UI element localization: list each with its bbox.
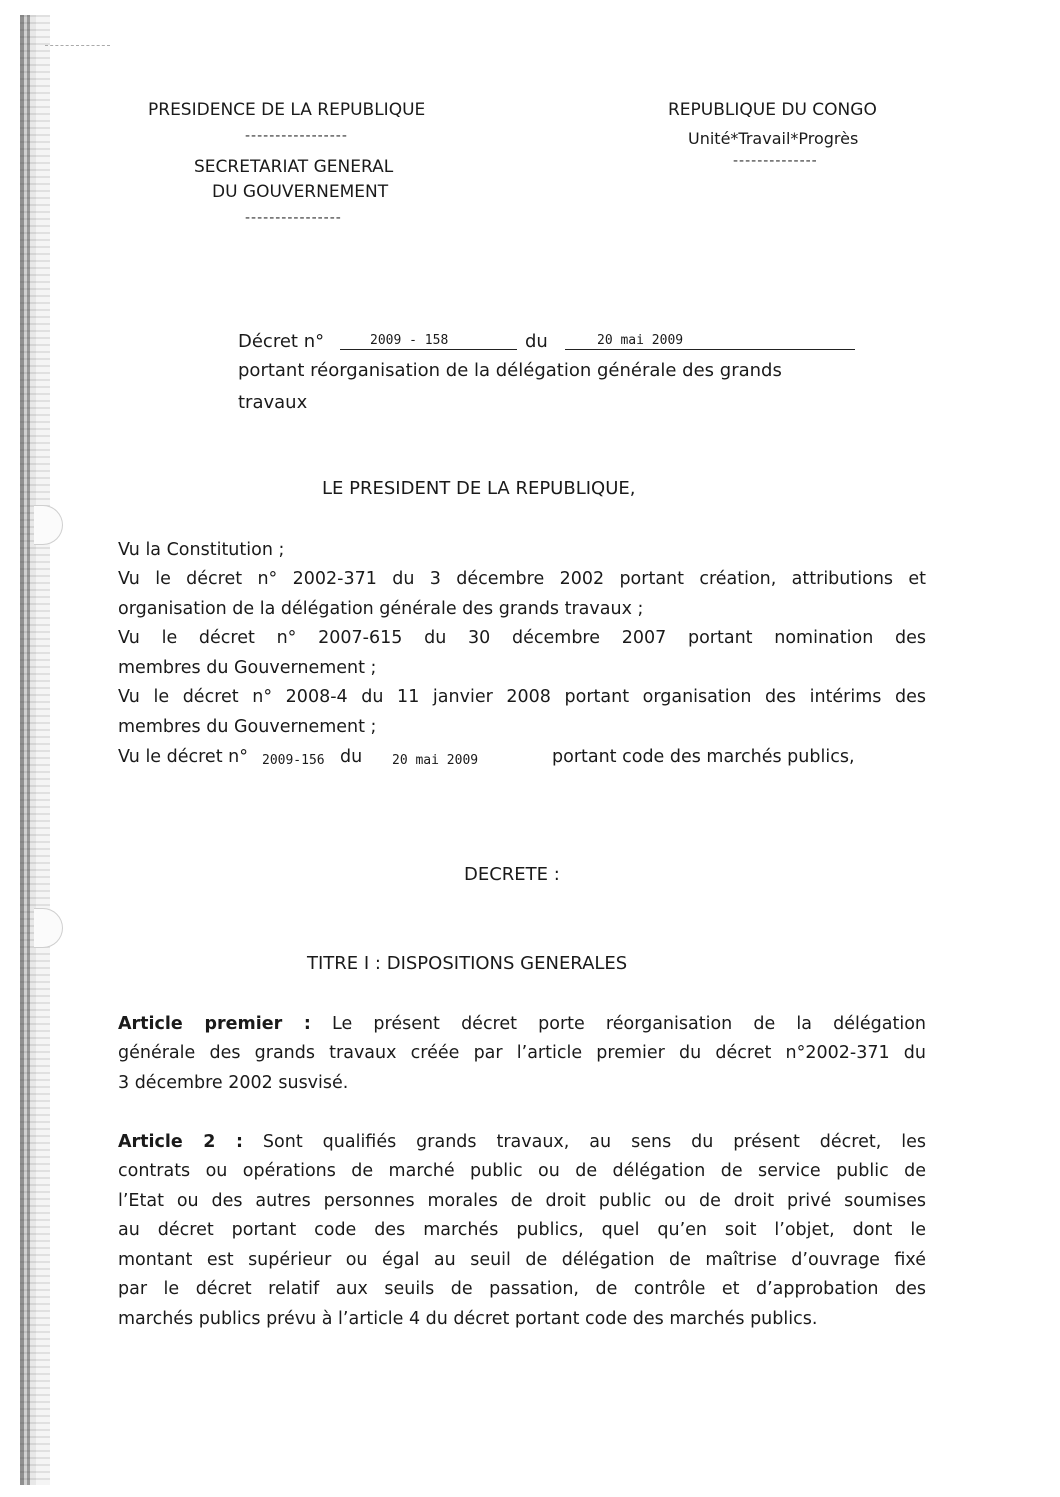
president-heading: LE PRESIDENT DE LA REPUBLIQUE, xyxy=(322,478,636,499)
article-1-line-3: 3 décembre 2002 susvisé. xyxy=(118,1073,349,1093)
visa-last-du: du xyxy=(340,747,363,767)
article-2-label: Article 2 : xyxy=(118,1132,243,1152)
header-left-separator-1: ----------------- xyxy=(245,128,348,144)
visa-last-date: 20 mai 2009 xyxy=(392,753,479,768)
visa-line: Vu le décret n° 2002-371 du 3 décembre 2002 portant création, attributions et xyxy=(118,569,926,589)
scan-mark xyxy=(45,45,110,46)
visa-constitution: Vu la Constitution ; xyxy=(118,540,285,560)
visa-line: Vu le décret n° 2008-4 du 11 janvier 2008 portant organisation des intérims des xyxy=(118,687,926,707)
visa-line: organisation de la délégation générale des grands travaux ; xyxy=(118,599,644,619)
visa-last-prefix: Vu le décret n° xyxy=(118,747,248,767)
article-2-line-1 xyxy=(118,1128,926,1158)
article-2-line: l’Etat ou des autres personnes morales de droit public ou de droit privé soumises xyxy=(118,1191,926,1211)
article-2-line: marchés publics prévu à l’article 4 du décret portant code des marchés publics. xyxy=(118,1309,818,1329)
header-motto: Unité*Travail*Progrès xyxy=(688,129,859,148)
decree-number-underline xyxy=(340,349,517,350)
header-right-separator: -------------- xyxy=(733,153,818,169)
article-2-line: au décret portant code des marchés publics, quel qu’en soit l’objet, dont le xyxy=(118,1220,926,1240)
decree-number: 2009 - 158 xyxy=(370,333,449,348)
article-2-text: Sont qualifiés grands travaux, au sens du présent décret, les xyxy=(262,1132,926,1152)
visa-line: membres du Gouvernement ; xyxy=(118,717,377,737)
visa-line: membres du Gouvernement ; xyxy=(118,658,377,678)
decrete-heading: DECRETE : xyxy=(464,864,560,885)
header-left-separator-2: ---------------- xyxy=(245,210,342,226)
article-2-line: par le décret relatif aux seuils de passation, de contrôle et d’approbation des xyxy=(118,1279,926,1299)
article-1-label: Article premier : xyxy=(118,1014,311,1034)
article-1-line-1 xyxy=(118,1010,926,1040)
decree-subject-line-1: portant réorganisation de la délégation générale des grands xyxy=(238,360,782,381)
header-republique: REPUBLIQUE DU CONGO xyxy=(668,100,877,120)
punch-hole-bottom xyxy=(34,908,63,948)
punch-hole-top xyxy=(34,505,63,545)
header-secretariat: SECRETARIAT GENERAL xyxy=(194,157,394,177)
titre-heading: TITRE I : DISPOSITIONS GENERALES xyxy=(307,953,628,974)
decree-subject-line-2: travaux xyxy=(238,392,308,413)
visa-line: Vu le décret n° 2007-615 du 30 décembre 2007 portant nomination des xyxy=(118,628,926,648)
decree-date: 20 mai 2009 xyxy=(597,333,684,348)
header-presidence: PRESIDENCE DE LA REPUBLIQUE xyxy=(148,100,426,120)
article-1-line-2: générale des grands travaux créée par l’article premier du décret n°2002-371 du xyxy=(118,1043,926,1063)
visa-last-number: 2009-156 xyxy=(262,753,325,768)
decree-du: du xyxy=(525,331,548,352)
scanned-page-edge xyxy=(20,15,50,1485)
decree-prefix: Décret n° xyxy=(238,331,325,352)
header-gouvernement: DU GOUVERNEMENT xyxy=(212,182,389,202)
decree-date-underline xyxy=(565,349,855,350)
article-2-line: contrats ou opérations de marché public ou de délégation de service public de xyxy=(118,1161,926,1181)
visa-last-suffix: portant code des marchés publics, xyxy=(552,747,855,767)
article-2-line: montant est supérieur ou égal au seuil de délégation de maîtrise d’ouvrage fixé xyxy=(118,1250,926,1270)
article-1-text: Le présent décret porte réorganisation de la délégation xyxy=(332,1014,926,1034)
